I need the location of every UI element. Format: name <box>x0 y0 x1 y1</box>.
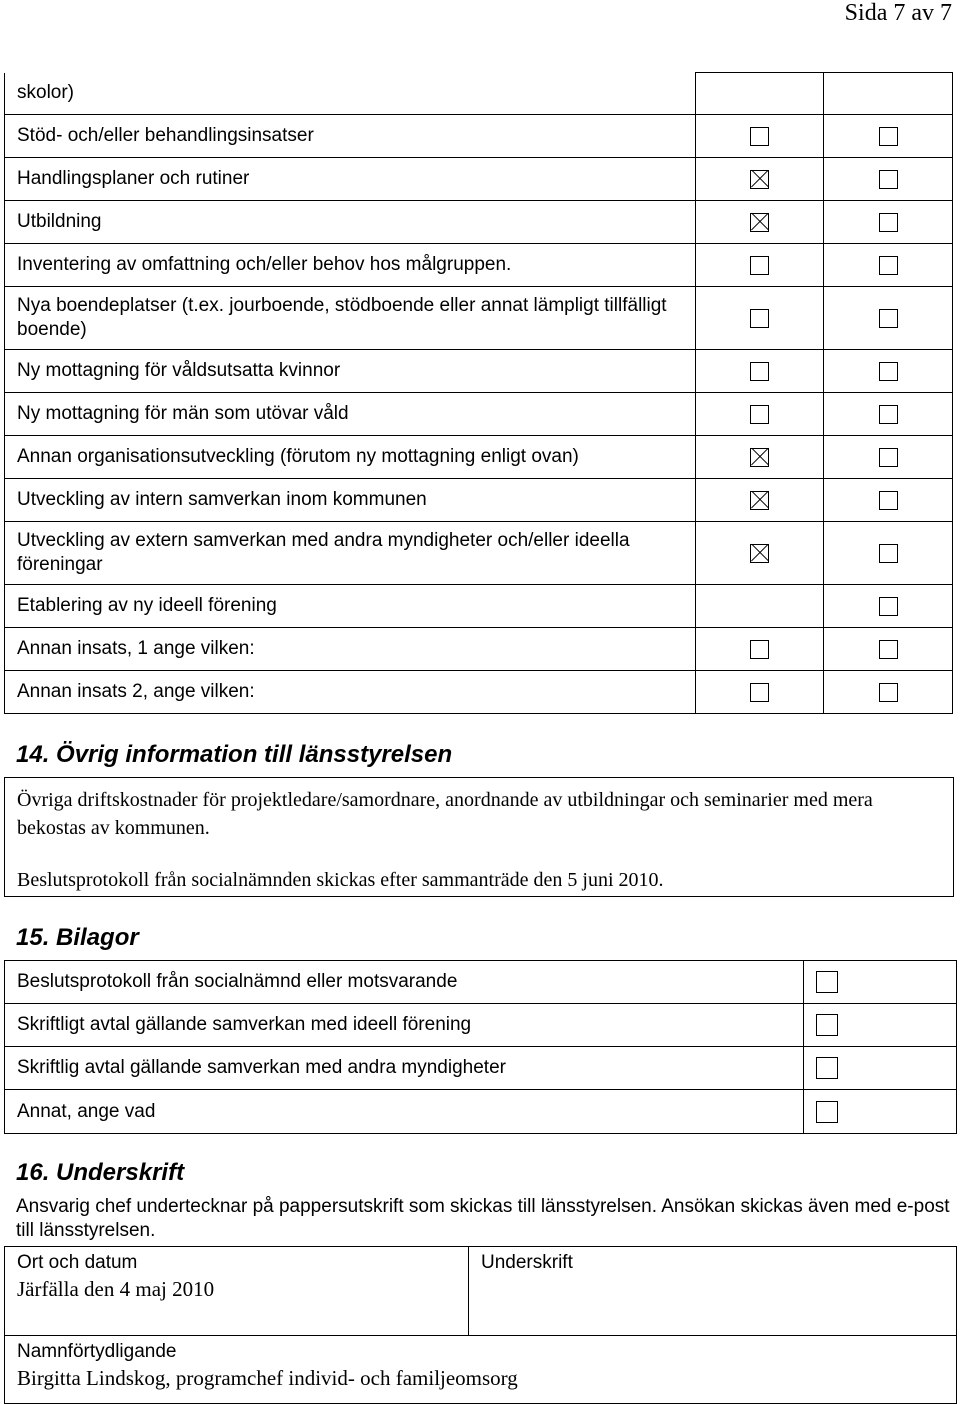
insats-label: Stöd- och/eller behandlingsinsatser <box>5 115 696 158</box>
checked-checkbox[interactable] <box>750 448 769 467</box>
checkbox[interactable] <box>750 405 769 424</box>
insats-row <box>5 436 953 479</box>
ort-och-datum-cell[interactable] <box>5 1247 469 1336</box>
ort-och-datum-value: Järfälla den 4 maj 2010 <box>17 1277 215 1301</box>
section-15-heading: 15. Bilagor <box>16 924 139 951</box>
checkbox[interactable] <box>816 1101 838 1123</box>
insats-checkbox-cell <box>824 73 953 115</box>
insats-checkbox-cell <box>824 115 953 158</box>
checkbox[interactable] <box>879 170 898 189</box>
ovrig-information-box <box>4 777 954 897</box>
insats-checkbox-cell <box>695 671 824 714</box>
insats-row <box>5 287 953 350</box>
namnfortydligande-label: Namnförtydligande <box>17 1341 177 1362</box>
underskrift-cell[interactable] <box>469 1247 957 1336</box>
insats-checkbox-cell <box>695 393 824 436</box>
insats-row <box>5 393 953 436</box>
underskrift-instruction: Ansvarig chef undertecknar på pappersutskrift som skickas till länsstyrelsen. Ansökan skickas även med e-post till länsstyrelsen. <box>16 1196 950 1241</box>
insats-checkbox-cell <box>824 158 953 201</box>
insats-checkbox-cell <box>824 393 953 436</box>
bilaga-row <box>5 1004 957 1047</box>
insats-checkbox-cell <box>824 522 953 585</box>
section-16-heading: 16. Underskrift <box>16 1159 185 1186</box>
info-paragraph-1: Övriga driftskostnader för projektledare/samordnare, anordnande av utbildningar och seminarier med mera bekostas av kommunen. <box>17 789 873 839</box>
bilaga-row <box>5 1090 957 1134</box>
insats-row <box>5 522 953 585</box>
bilaga-checkbox-cell <box>803 1047 956 1090</box>
insats-row <box>5 73 953 115</box>
bilaga-label: Beslutsprotokoll från socialnämnd eller motsvarande <box>5 961 804 1004</box>
insats-row <box>5 201 953 244</box>
insats-checkbox-cell <box>824 201 953 244</box>
insats-label: Utbildning <box>5 201 696 244</box>
checked-checkbox[interactable] <box>750 170 769 189</box>
checkbox[interactable] <box>750 640 769 659</box>
page-number: Sida 7 av 7 <box>844 0 952 26</box>
namnfortydligande-cell[interactable] <box>5 1336 957 1404</box>
insats-row <box>5 158 953 201</box>
insats-row <box>5 628 953 671</box>
namnfortydligande-value: Birgitta Lindskog, programchef individ- och familjeomsorg <box>17 1366 518 1390</box>
checked-checkbox[interactable] <box>750 491 769 510</box>
section-14-heading: 14. Övrig information till länsstyrelsen <box>16 741 453 768</box>
underskrift-label: Underskrift <box>481 1252 573 1273</box>
bilaga-row <box>5 1047 957 1090</box>
checkbox[interactable] <box>750 256 769 275</box>
bilagor-table <box>4 960 957 1134</box>
insatser-table <box>4 72 953 714</box>
insats-checkbox-cell <box>695 436 824 479</box>
checked-checkbox[interactable] <box>750 213 769 232</box>
checkbox[interactable] <box>750 683 769 702</box>
checkbox[interactable] <box>750 309 769 328</box>
info-paragraph-2: Beslutsprotokoll från socialnämnden skickas efter sammanträde den 5 juni 2010. <box>17 869 664 891</box>
insats-label: Handlingsplaner och rutiner <box>5 158 696 201</box>
insats-checkbox-cell <box>824 671 953 714</box>
insats-row <box>5 585 953 628</box>
insats-checkbox-cell <box>695 350 824 393</box>
insats-checkbox-cell <box>695 628 824 671</box>
insats-label: Ny mottagning för män som utövar våld <box>5 393 696 436</box>
insats-checkbox-cell <box>695 115 824 158</box>
insats-checkbox-cell <box>824 585 953 628</box>
bilaga-label: Skriftligt avtal gällande samverkan med ideell förening <box>5 1004 804 1047</box>
bilaga-checkbox-cell <box>803 961 956 1004</box>
checkbox[interactable] <box>879 256 898 275</box>
insats-checkbox-cell <box>695 201 824 244</box>
insats-checkbox-cell <box>695 479 824 522</box>
insats-label: skolor) <box>5 73 696 115</box>
checkbox[interactable] <box>879 544 898 563</box>
insats-label: Utveckling av extern samverkan med andra myndigheter och/eller ideella föreningar <box>5 522 696 585</box>
bilaga-label: Annat, ange vad <box>5 1090 804 1134</box>
insats-checkbox-cell <box>824 436 953 479</box>
ort-och-datum-label: Ort och datum <box>17 1252 138 1273</box>
insats-checkbox-cell <box>824 244 953 287</box>
checkbox[interactable] <box>879 640 898 659</box>
insats-row <box>5 671 953 714</box>
insats-row <box>5 479 953 522</box>
insats-checkbox-cell <box>695 158 824 201</box>
checkbox[interactable] <box>879 405 898 424</box>
insats-checkbox-cell <box>695 73 824 115</box>
checkbox[interactable] <box>879 362 898 381</box>
checkbox[interactable] <box>879 127 898 146</box>
insats-label: Inventering av omfattning och/eller behov hos målgruppen. <box>5 244 696 287</box>
insats-checkbox-cell <box>824 479 953 522</box>
insats-checkbox-cell <box>695 522 824 585</box>
checkbox[interactable] <box>816 1014 838 1036</box>
insats-label: Annan insats 2, ange vilken: <box>5 671 696 714</box>
bilaga-label: Skriftlig avtal gällande samverkan med andra myndigheter <box>5 1047 804 1090</box>
checkbox[interactable] <box>879 213 898 232</box>
insats-checkbox-cell <box>824 287 953 350</box>
insats-row <box>5 115 953 158</box>
insats-row <box>5 350 953 393</box>
insats-label: Annan organisationsutveckling (förutom ny mottagning enligt ovan) <box>5 436 696 479</box>
insats-label: Etablering av ny ideell förening <box>5 585 696 628</box>
checkbox[interactable] <box>750 362 769 381</box>
insats-checkbox-cell <box>824 628 953 671</box>
checkbox[interactable] <box>879 448 898 467</box>
checkbox[interactable] <box>879 683 898 702</box>
insats-label: Annan insats, 1 ange vilken: <box>5 628 696 671</box>
checked-checkbox[interactable] <box>750 544 769 563</box>
bilaga-checkbox-cell <box>803 1090 956 1134</box>
checkbox[interactable] <box>816 971 838 993</box>
checkbox[interactable] <box>879 309 898 328</box>
checkbox[interactable] <box>816 1057 838 1079</box>
insats-checkbox-cell <box>695 244 824 287</box>
insats-label: Nya boendeplatser (t.ex. jourboende, stödboende eller annat lämpligt tillfälligt boende) <box>5 287 696 350</box>
signature-table <box>4 1246 957 1404</box>
checkbox[interactable] <box>750 127 769 146</box>
bilaga-row <box>5 961 957 1004</box>
checkbox[interactable] <box>879 597 898 616</box>
insats-label: Utveckling av intern samverkan inom kommunen <box>5 479 696 522</box>
bilaga-checkbox-cell <box>803 1004 956 1047</box>
insats-checkbox-cell <box>695 585 824 628</box>
checkbox[interactable] <box>879 491 898 510</box>
insats-checkbox-cell <box>824 350 953 393</box>
insats-checkbox-cell <box>695 287 824 350</box>
insats-label: Ny mottagning för våldsutsatta kvinnor <box>5 350 696 393</box>
insats-row <box>5 244 953 287</box>
